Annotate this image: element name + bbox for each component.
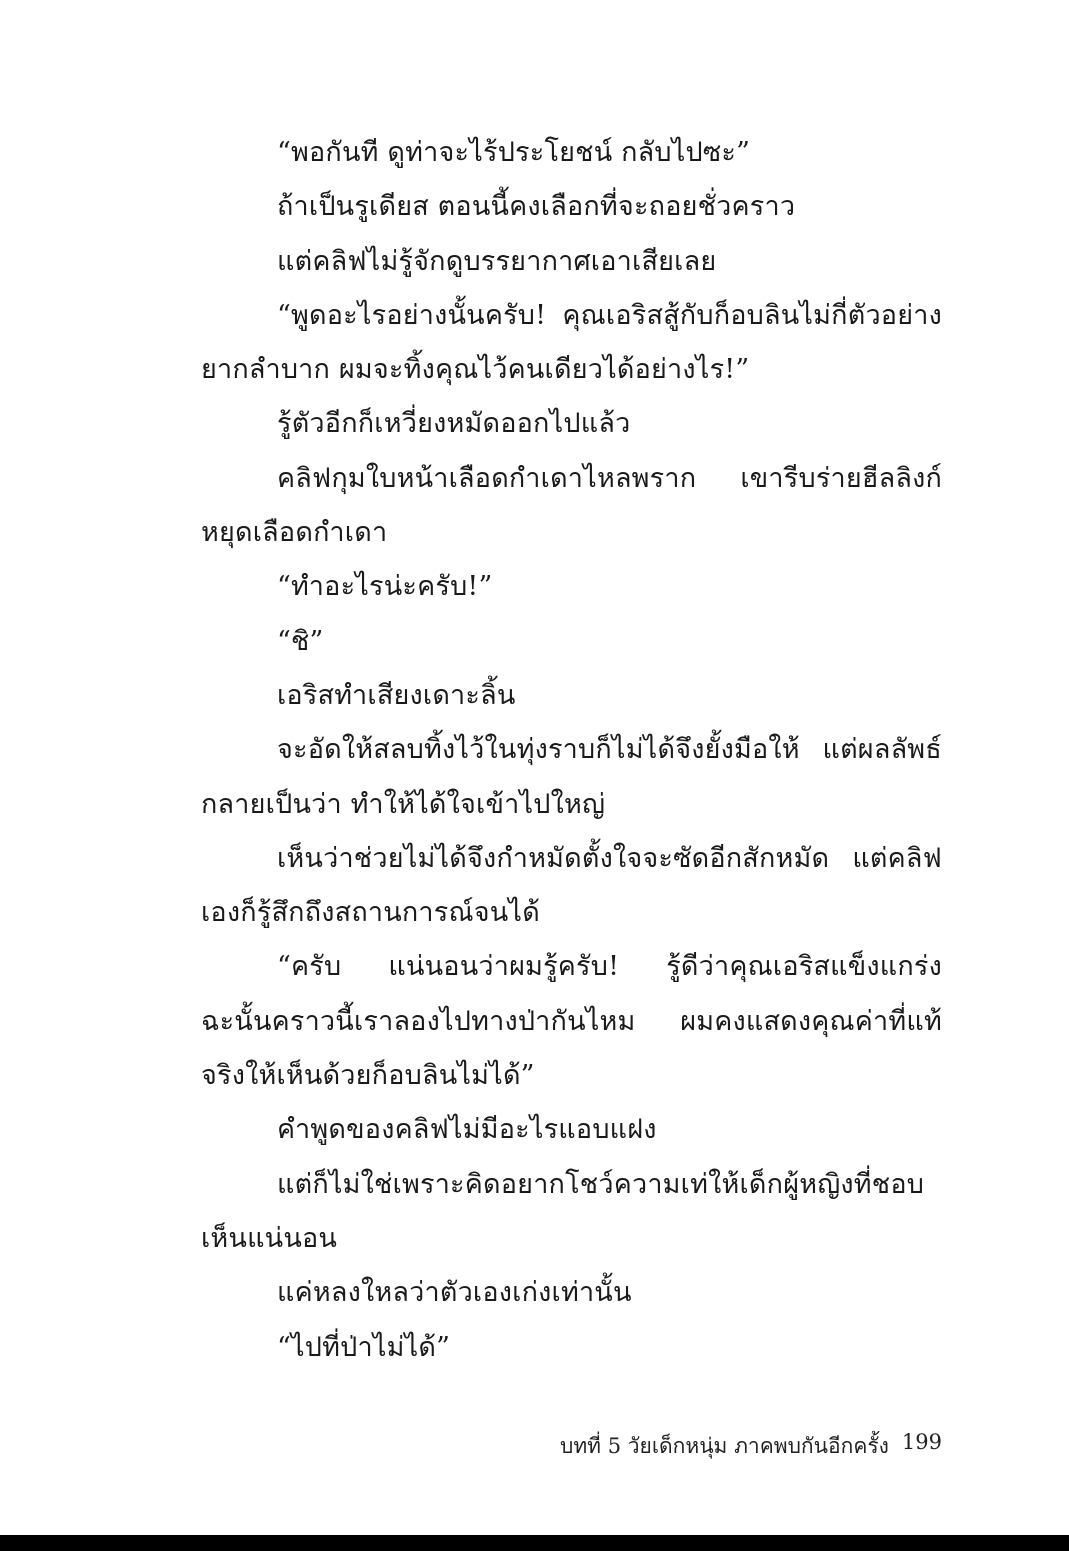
page-number: 199 (901, 1430, 942, 1454)
paragraph: “ทำอะไรน่ะครับ!” (277, 571, 493, 603)
paragraph: “ไปที่ป่าไม่ได้” (277, 1331, 451, 1363)
paragraph: แค่หลงใหลว่าตัวเองเก่งเท่านั้น (277, 1277, 632, 1309)
paragraph: ถ้าเป็นรูเดียส ตอนนี้คงเลือกที่จะถอยชั่วคราว (277, 191, 796, 223)
paragraph: “พูดอะไรอย่างนั้นครับ! คุณเอริสสู้กับก็อบลินไม่กี่ตัวอย่างยากลำบาก ผมจะทิ้งคุณไว้คนเดียวได้อย่างไร!” (201, 299, 942, 386)
running-chapter-title: บทที่ 5 วัยเด็กหนุ่ม ภาคพบกันอีกครั้ง (560, 1434, 889, 1458)
body-text (201, 126, 942, 1375)
paragraph: จะอัดให้สลบทิ้งไว้ในทุ่งราบก็ไม่ได้จึงยั้งมือให้ แต่ผลลัพธ์กลายเป็นว่า ทำให้ได้ใจเข้าไปใหญ่ (201, 734, 942, 820)
paragraph: คลิฟกุมใบหน้าเลือดกำเดาไหลพราก เขารีบร่ายฮีลลิงก์หยุดเลือดกำเดา (201, 462, 942, 549)
paragraph: “พอกันที ดูท่าจะไร้ประโยชน์ กลับไปซะ” (277, 137, 751, 168)
paragraph: เห็นว่าช่วยไม่ได้จึงกำหมัดตั้งใจจะซัดอีกสักหมัด แต่คลิฟเองก็รู้สึกถึงสถานการณ์จนได้ (201, 842, 942, 929)
paragraph: คำพูดของคลิฟไม่มีอะไรแอบแฝง (277, 1114, 657, 1146)
paragraph: “ชิ” (277, 625, 324, 657)
page-footer (560, 1430, 942, 1462)
paragraph: แต่คลิฟไม่รู้จักดูบรรยากาศเอาเสียเลย (277, 245, 717, 277)
paragraph: “ครับ แน่นอนว่าผมรู้ครับ! รู้ดีว่าคุณเอริสแข็งแกร่ง ฉะนั้นคราวนี้เราลองไปทางป่ากันไหม ผมคงแสดงคุณค่าที่แท้จริงให้เห็นด้วยก็อบลินไม่ได้” (201, 951, 942, 1092)
paragraph: เอริสทำเสียงเดาะลิ้น (277, 679, 516, 711)
paragraph: รู้ตัวอีกก็เหวี่ยงหมัดออกไปแล้ว (277, 408, 631, 440)
scan-border (0, 1535, 1069, 1551)
paragraph: แต่ก็ไม่ใช่เพราะคิดอยากโชว์ความเท่ให้เด็กผู้หญิงที่ชอบเห็นแน่นอน (201, 1168, 925, 1254)
